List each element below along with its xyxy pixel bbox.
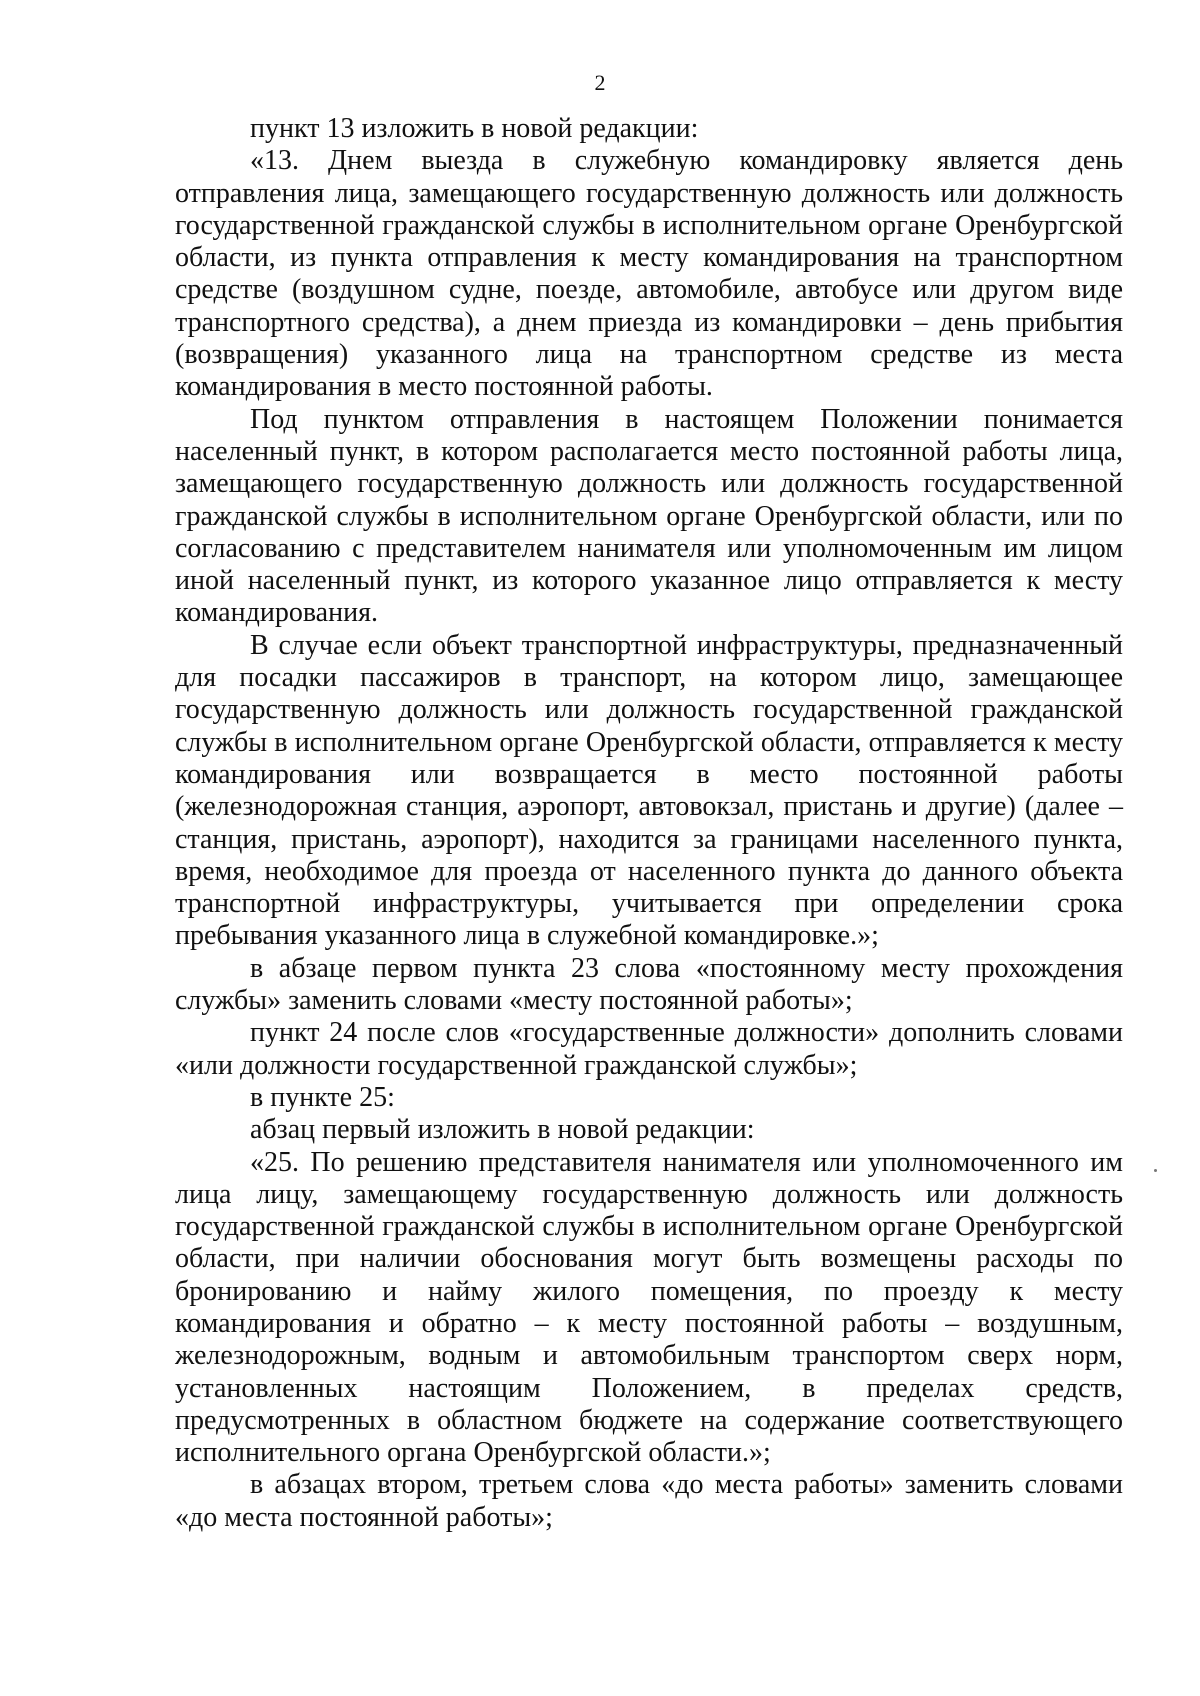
paragraph-9: «25. По решению представителя нанимателя или уполномоченного им лица лицу, замещающему государственную должность или должность государственной гражданской службы в исполнительном органе Оренбургской области, при наличии обоснования могут быть возмещены расходы по бронированию и найму жилого помещения, по проезду к месту командирования и обратно – к месту постоянной работы – воздушным, железнодорожным, водным и автомобильным транспортом сверх норм, установленных настоящим Положением, в пределах средств, предусмотренных в областном бюджете на содержание соответствующего исполнительного органа Оренбургской области.»; — [175, 1146, 1123, 1469]
paragraph-1: пункт 13 изложить в новой редакции: — [250, 113, 699, 144]
paragraph-2: «13. Днем выезда в служебную командировку является день отправления лица, замещающего государственную должность или должность государственной гражданской службы в исполнительном органе Оренбургской области, из пункта отправления к месту командирования на транспортном средстве (воздушном судне, поезде, автомобиле, автобусе или другом виде транспортного средства), а днем приезда из командировки – день прибытия (возвращения) указанного лица на транспортном средстве из места командирования в место постоянной работы. — [175, 145, 1123, 403]
paragraph-5: в абзаце первом пункта 23 слова «постоянному месту прохождения службы» заменить словами «месту постоянной работы»; — [175, 952, 1123, 1017]
paragraph-10: в абзацах втором, третьем слова «до места работы» заменить словами «до места постоянной работы»; — [175, 1469, 1123, 1533]
paragraph-3: Под пунктом отправления в настоящем Положении понимается населенный пункт, в котором располагается место постоянной работы лица, замещающего государственную должность или должность государственной гражданской службы в исполнительном органе Оренбургской области, или по согласованию с представителем нанимателя или уполномоченным им лицом иной населенный пункт, из которого указанное лицо отправляется к месту командирования. — [175, 403, 1123, 629]
paragraph-6: пункт 24 после слов «государственные должности» дополнить словами «или должности государственной гражданской службы»; — [175, 1017, 1123, 1081]
paragraph-8: абзац первый изложить в новой редакции: — [250, 1114, 755, 1146]
document-body — [175, 113, 1123, 1534]
scan-speck — [1154, 1169, 1157, 1172]
page-number: 2 — [594, 70, 606, 95]
paragraph-4: В случае если объект транспортной инфраструктуры, предназначенный для посадки пассажиров в транспорт, на котором лицо, замещающее государственную должность или должность государственной гражданской службы в исполнительном органе Оренбургской области, отправляется к месту командирования или возвращается в место постоянной работы (железнодорожная станция, аэропорт, автовокзал, пристань и другие) (далее – станция, пристань, аэропорт), находится за границами населенного пункта, время, необходимое для проезда от населенного пункта до данного объекта транспортной инфраструктуры, учитывается при определении срока пребывания указанного лица в служебной командировке.»; — [175, 629, 1123, 952]
paragraph-7: в пункте 25: — [250, 1081, 395, 1113]
